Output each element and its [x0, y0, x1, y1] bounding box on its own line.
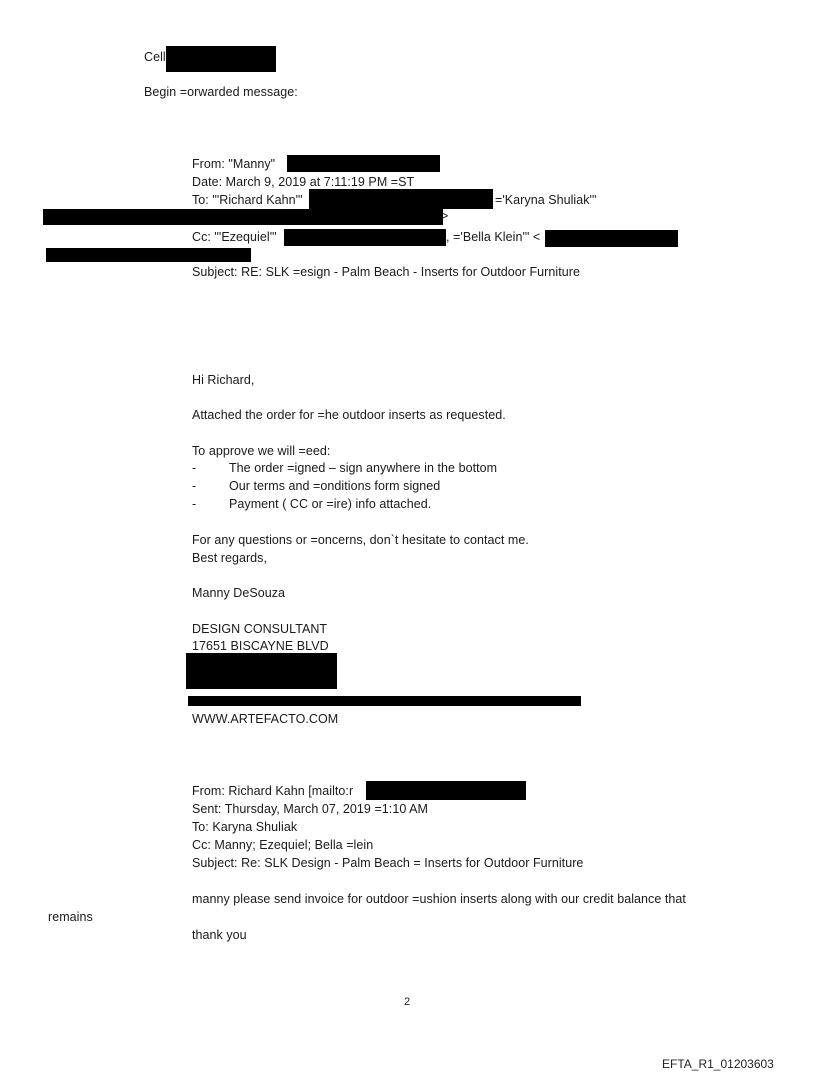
- email-date: Date: March 9, 2019 at 7:11:19 PM =ST: [192, 175, 415, 189]
- bullet-marker: -: [192, 497, 197, 511]
- cell-label: Cell: [144, 50, 166, 64]
- bullet-item: Our terms and =onditions form signed: [229, 479, 441, 493]
- earlier-email-body-wrap: remains: [48, 910, 93, 924]
- sender-name: Manny DeSouza: [192, 586, 286, 600]
- redaction-block: [188, 696, 581, 706]
- email-cc: Cc: "'Ezequiel'": [192, 230, 277, 244]
- earlier-email-sent: Sent: Thursday, March 07, 2019 =1:10 AM: [192, 802, 429, 816]
- body-line: Attached the order for =he outdoor inserts as requested.: [192, 408, 506, 422]
- email-to-recipient: ='Karyna Shuliak'": [495, 193, 597, 207]
- email-to-bracket: >: [441, 209, 449, 223]
- redaction-block: [545, 230, 678, 247]
- email-to: To: "'Richard Kahn'": [192, 193, 303, 207]
- redaction-block: [43, 209, 443, 225]
- document-id: EFTA_R1_01203603: [662, 1057, 774, 1071]
- redaction-block: [284, 229, 446, 246]
- page-number: 2: [404, 996, 411, 1008]
- begin-forwarded-message: Begin =orwarded message:: [144, 85, 298, 99]
- redaction-block: [287, 155, 440, 172]
- questions-line: For any questions or =oncerns, don`t hesitate to contact me.: [192, 533, 529, 547]
- approve-intro: To approve we will =eed:: [192, 444, 331, 458]
- earlier-email-closing: thank you: [192, 928, 247, 942]
- earlier-email-subject: Subject: Re: SLK Design - Palm Beach = Inserts for Outdoor Furniture: [192, 856, 584, 870]
- redaction-block: [366, 781, 526, 800]
- redaction-block: [166, 46, 276, 72]
- redaction-block: [46, 248, 251, 262]
- bullet-marker: -: [192, 461, 197, 475]
- greeting: Hi Richard,: [192, 373, 255, 387]
- earlier-email-body: manny please send invoice for outdoor =ushion inserts along with our credit balance that: [192, 892, 686, 906]
- email-subject: Subject: RE: SLK =esign - Palm Beach - Inserts for Outdoor Furniture: [192, 265, 580, 279]
- bullet-item: Payment ( CC or =ire) info attached.: [229, 497, 432, 511]
- earlier-email-from: From: Richard Kahn [mailto:r: [192, 784, 354, 798]
- signature-address: 17651 BISCAYNE BLVD: [192, 639, 329, 653]
- email-from: From: "Manny": [192, 157, 276, 171]
- bullet-item: The order =igned – sign anywhere in the bottom: [229, 461, 498, 475]
- redaction-block: [309, 189, 493, 209]
- signature-title: DESIGN CONSULTANT: [192, 622, 328, 636]
- earlier-email-cc: Cc: Manny; Ezequiel; Bella =lein: [192, 838, 374, 852]
- redaction-block: [186, 653, 337, 689]
- regards: Best regards,: [192, 551, 267, 565]
- email-cc-recipient: , ='Bella Klein'" <: [446, 230, 541, 244]
- signature-website: WWW.ARTEFACTO.COM: [192, 712, 339, 726]
- earlier-email-to: To: Karyna Shuliak: [192, 820, 298, 834]
- bullet-marker: -: [192, 479, 197, 493]
